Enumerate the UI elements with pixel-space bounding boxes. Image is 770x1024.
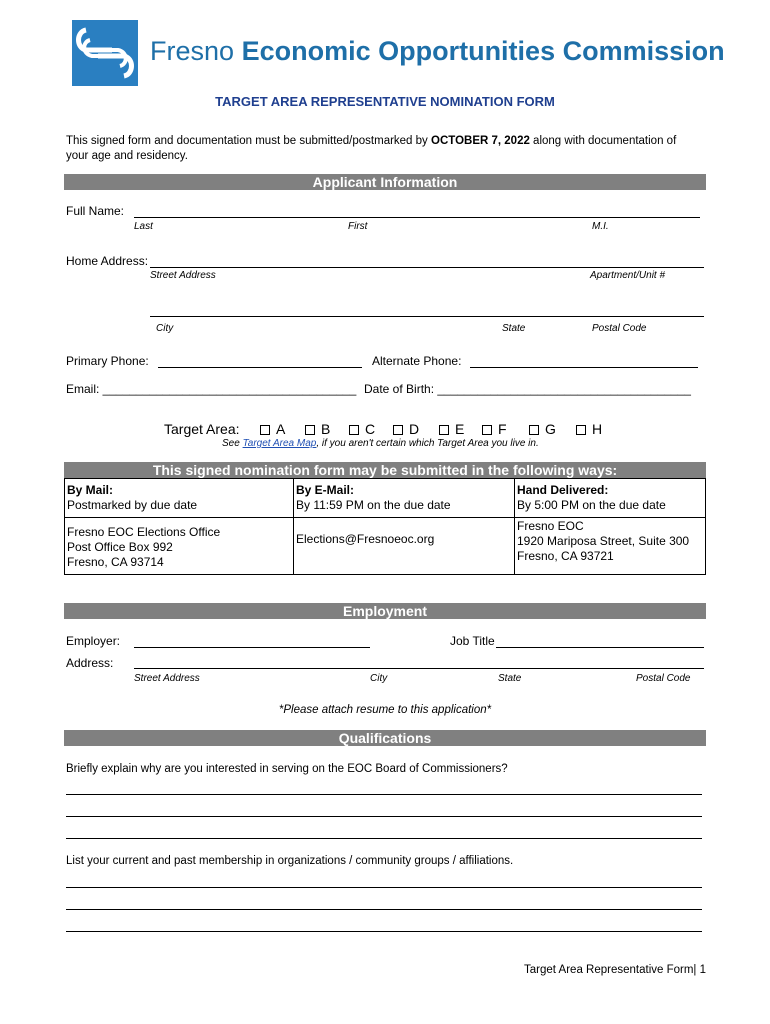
emp-street-caption: Street Address [134,673,200,684]
checkbox-icon [529,425,539,435]
intro-text: This signed form and documentation must be submitted/postmarked by OCTOBER 7, 2022 along with documentation of your age and residency. [66,135,677,162]
target-area-map-link[interactable]: Target Area Map [242,438,317,449]
question-memberships: List your current and past membership in organizations / community groups / affiliations. [66,855,514,867]
alternate-phone-label: Alternate Phone: [372,354,462,368]
page-footer: Target Area Representative Form| 1 [524,964,706,976]
answer-line[interactable] [66,816,702,817]
form-title: TARGET AREA REPRESENTATIVE NOMINATION FORM [215,94,555,109]
last-caption: Last [134,221,153,232]
email-label[interactable]: Email: ______________________________________ [66,382,357,396]
checkbox-icon [260,425,270,435]
job-title-line[interactable] [496,647,704,648]
hand-address-cell: Fresno EOC 1920 Mariposa Street, Suite 300 Fresno, CA 93721 [515,518,706,575]
home-address-line[interactable] [150,267,704,268]
emp-city-caption: City [370,673,388,684]
target-area-option-b[interactable]: B [305,421,330,437]
primary-phone-line[interactable] [158,367,362,368]
job-title-label: Job Title [450,634,495,648]
target-area-option-f[interactable]: F [482,421,507,437]
target-area-option-h[interactable]: H [576,421,602,437]
dob-label[interactable]: Date of Birth: ______________________________________ [364,382,691,396]
target-area-option-e[interactable]: E [439,421,464,437]
table-row [65,518,706,575]
submission-table [64,478,706,575]
home-address-label: Home Address: [66,254,149,268]
street-caption: Street Address [150,270,216,281]
checkbox-icon [393,425,403,435]
first-caption: First [348,221,368,232]
answer-line[interactable] [66,794,702,795]
checkbox-icon [349,425,359,435]
employment-section-header: Employment [64,603,706,619]
mail-header-cell: By Mail: Postmarked by due date [65,479,294,518]
apt-caption: Apartment/Unit # [590,270,666,281]
primary-phone-label: Primary Phone: [66,354,149,368]
email-address-cell[interactable]: Elections@Fresnoeoc.org [294,518,515,575]
mi-caption: M.I. [592,221,609,232]
city-caption: City [156,323,174,334]
target-area-option-d[interactable]: D [393,421,419,437]
table-row [65,479,706,518]
city-state-line[interactable] [150,316,704,317]
full-name-line[interactable] [134,217,700,218]
target-area-option-a[interactable]: A [260,421,285,437]
mail-address-cell: Fresno EOC Elections Office Post Office Box 992 Fresno, CA 93714 [65,518,294,575]
org-name: Fresno Economic Opportunities Commission [150,36,725,66]
answer-line[interactable] [66,931,702,932]
employer-label: Employer: [66,634,121,648]
full-name-label: Full Name: [66,204,125,218]
emp-state-caption: State [498,673,522,684]
emp-postal-caption: Postal Code [636,673,691,684]
email-header-cell: By E-Mail: By 11:59 PM on the due date [294,479,515,518]
employer-address-line[interactable] [134,668,704,669]
target-area-note: See Target Area Map, if you aren't certain which Target Area you live in. [222,438,539,449]
hand-header-cell: Hand Delivered: By 5:00 PM on the due date [515,479,706,518]
submission-section-header: This signed nomination form may be submitted in the following ways: [64,462,706,478]
employer-line[interactable] [134,647,370,648]
question-interest: Briefly explain why are you interested in serving on the EOC Board of Commissioners? [66,763,508,775]
employer-address-label: Address: [66,656,114,670]
checkbox-icon [576,425,586,435]
checkbox-icon [305,425,315,435]
answer-line[interactable] [66,887,702,888]
qualifications-section-header: Qualifications [64,730,706,746]
applicant-section-header: Applicant Information [64,174,706,190]
target-area-option-c[interactable]: C [349,421,375,437]
postal-caption: Postal Code [592,323,647,334]
checkbox-icon [482,425,492,435]
checkbox-icon [439,425,449,435]
resume-note: *Please attach resume to this application* [278,704,492,716]
answer-line[interactable] [66,838,702,839]
target-area-label: Target Area: [164,421,240,437]
target-area-option-g[interactable]: G [529,421,556,437]
state-caption: State [502,323,526,334]
alternate-phone-line[interactable] [470,367,698,368]
answer-line[interactable] [66,909,702,910]
fresno-eoc-logo [72,20,138,86]
